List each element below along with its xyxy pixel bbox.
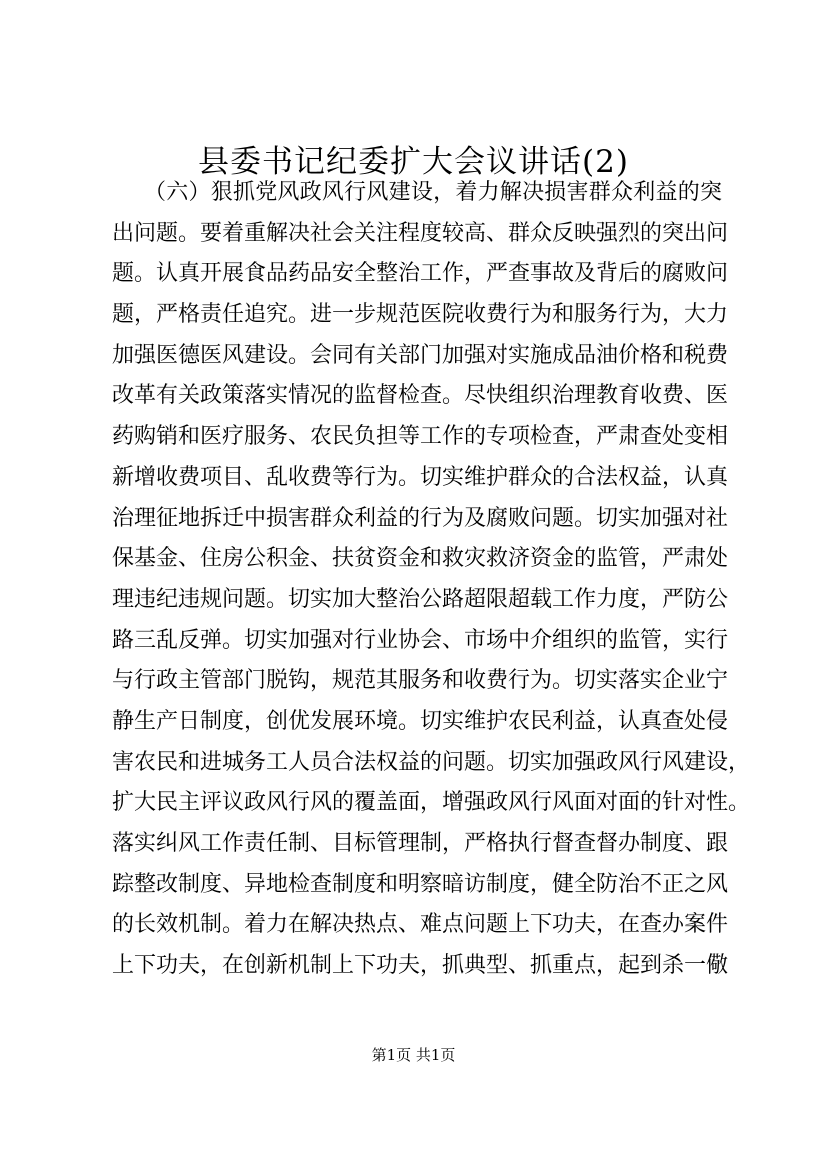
body-line: 扩大民主评议政风行风的覆盖面，增强政风行风面对面的针对性。	[112, 790, 751, 816]
body-line: 加强医德医风建设。会同有关部门加强对实施成品油价格和税费	[112, 342, 729, 368]
body-line: 静生产日制度，创优发展环境。切实维护农民利益，认真查处侵	[112, 708, 729, 734]
body-line: 改革有关政策落实情况的监督检查。尽快组织治理教育收费、医	[112, 383, 729, 409]
body-line: 害农民和进城务工人员合法权益的问题。切实加强政风行风建设，	[112, 749, 751, 775]
document-title: 县委书记纪委扩大会议讲话(2)	[198, 144, 629, 180]
body-line: 落实纠风工作责任制、目标管理制，严格执行督查督办制度、跟	[112, 831, 729, 856]
body-line: 药购销和医疗服务、农民负担等工作的专项检查，严肃查处变相	[112, 424, 729, 450]
body-line: 与行政主管部门脱钩，规范其服务和收费行为。切实落实企业宁	[112, 668, 729, 694]
body-line: 新增收费项目、乱收费等行为。切实维护群众的合法权益，认真	[112, 464, 729, 490]
body-line: 治理征地拆迁中损害群众利益的行为及腐败问题。切实加强对社	[112, 505, 729, 531]
body-line: 题，严格责任追究。进一步规范医院收费行为和服务行为，大力	[112, 302, 729, 328]
body-line: 的长效机制。着力在解决热点、难点问题上下功夫，在查办案件	[112, 912, 729, 938]
body-line: 理违纪违规问题。切实加大整治公路超限超载工作力度，严防公	[112, 586, 729, 612]
body-line: 题。认真开展食品药品安全整治工作，严查事故及背后的腐败问	[112, 261, 729, 287]
body-line: （六）狠抓党风政风行风建设，着力解决损害群众利益的突	[144, 180, 722, 205]
body-line: 踪整改制度、异地检查制度和明察暗访制度，健全防治不正之风	[112, 871, 729, 897]
document-body	[112, 173, 751, 987]
body-line: 上下功夫，在创新机制上下功夫，抓典型、抓重点，起到杀一儆	[112, 953, 729, 979]
page-footer: 第1页 共1页	[371, 1046, 456, 1064]
body-line: 路三乱反弹。切实加强对行业协会、市场中介组织的监管，实行	[112, 627, 729, 653]
body-line: 保基金、住房公积金、扶贫资金和救灾救济资金的监管，严肃处	[112, 546, 729, 572]
body-line: 出问题。要着重解决社会关注程度较高、群众反映强烈的突出问	[112, 220, 729, 246]
